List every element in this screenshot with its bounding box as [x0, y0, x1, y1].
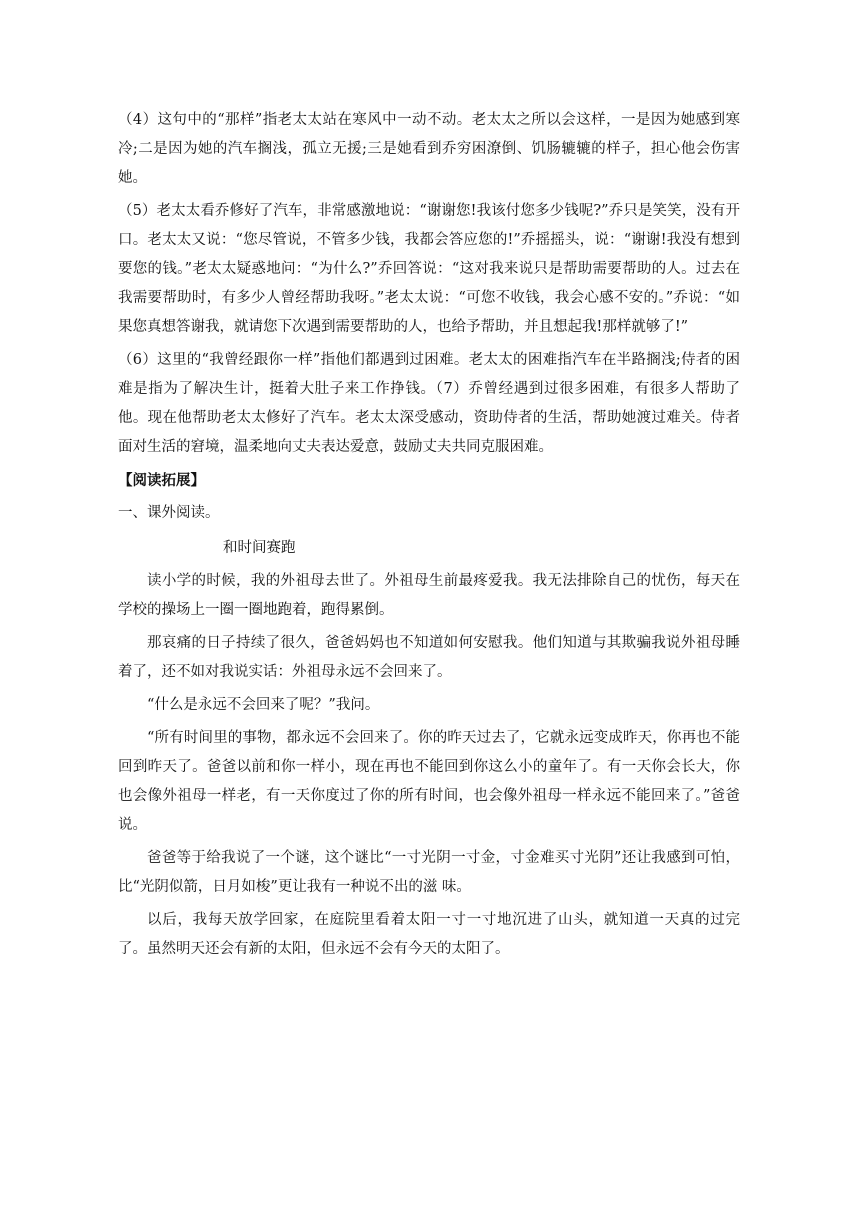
document-content	[118, 106, 740, 964]
story-paragraph: 读小学的时候，我的外祖母去世了。外祖母生前最疼爱我。我无法排除自己的忧伤，每天在学校的操场上一圈一圈地跑着，跑得累倒。	[118, 573, 740, 618]
section-heading: 【阅读拓展】	[118, 472, 205, 489]
story-paragraph: 以后，我每天放学回家，在庭院里看着太阳一寸一寸地沉进了山头，就知道一天真的过完了。虽然明天还会有新的太阳，但永远不会有今天的太阳了。	[118, 912, 740, 957]
section-label: 一、课外阅读。	[118, 505, 220, 521]
story-paragraph: 爸爸等于给我说了一个谜，这个谜比“一寸光阴一寸金，寸金难买寸光阴”还让我感到可怕，比“光阴似箭，日月如梭”更让我有一种说不出的滋 味。	[118, 850, 740, 895]
answer-4: （4）这句中的“那样”指老太太站在寒风中一动不动。老太太之所以会这样，一是因为她感到寒冷;二是因为她的汽车搁浅，孤立无援;三是她看到乔穷困潦倒、饥肠辘辘的样子，担心他会伤害她。	[118, 112, 740, 186]
story-paragraph: “所有时间里的事物，都永远不会回来了。你的昨天过去了，它就永远变成昨天，你再也不能回到昨天了。爸爸以前和你一样小，现在再也不能回到你这么小的童年了。有一天你会长大，你也会像外祖母一样老，有一天你度过了你的所有时间，也会像外祖母一样永远不能回来了。”爸爸说。	[118, 730, 740, 833]
story-paragraph: “什么是永远不会回来了呢？”我问。	[147, 697, 380, 713]
answer-5: （5）老太太看乔修好了汽车，非常感激地说：“谢谢您!我该付您多少钱呢?”乔只是笑笑，没有开口。老太太又说：“您尽管说，不管多少钱，我都会答应您的!”乔摇摇头，说：“谢谢!我没有想到要您的钱。”老太太疑惑地问：“为什么?”乔回答说：“这对我来说只是帮助需要帮助的人。过去在我需要帮助时，有多少人曾经帮助我呀。”老太太说：“可您不收钱，我会心感不安的。”乔说：“如果您真想答谢我，就请您下次遇到需要帮助的人，也给予帮助，并且想起我!那样就够了!”	[118, 203, 740, 335]
answer-6-7: （6）这里的“我曾经跟你一样”指他们都遇到过困难。老太太的困难指汽车在半路搁浅;侍者的困难是指为了解决生计，挺着大肚子来工作挣钱。（7）乔曾经遇到过很多困难，有很多人帮助了他。现在他帮助老太太修好了汽车。老太太深受感动，资助侍者的生活，帮助她渡过难关。侍者面对生活的窘境，温柔地向丈夫表达爱意，鼓励丈夫共同克服困难。	[118, 352, 740, 455]
story-title: 和时间赛跑	[223, 540, 296, 556]
story-paragraph: 那哀痛的日子持续了很久，爸爸妈妈也不知道如何安慰我。他们知道与其欺骗我说外祖母睡着了，还不如对我说实话：外祖母永远不会回来了。	[118, 635, 740, 680]
